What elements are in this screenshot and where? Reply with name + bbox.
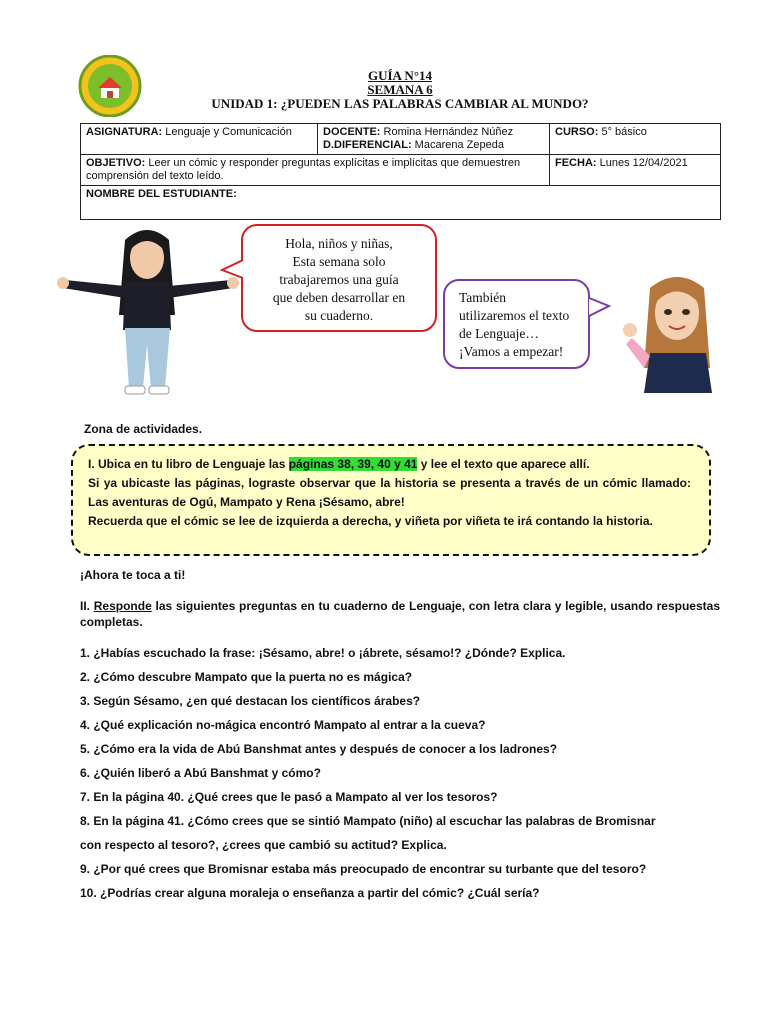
speech-bubble-left [241,224,437,332]
question-item: 1. ¿Habías escuchado la frase: ¡Sésamo, abre! o ¡ábrete, sésamo!? ¿Dónde? Explica. [80,646,566,660]
bubble-right-line: ¡Vamos a empezar! [459,344,564,359]
course-cell [550,124,721,155]
bubble-left-line: que deben desarrollar en [272,290,406,305]
guide-number: GUÍA N°14 [367,68,433,83]
activity-line-1 [88,455,691,474]
bubble-right-line: utilizaremos el texto [459,308,570,323]
activity-box [71,444,711,556]
your-turn-text: ¡Ahora te toca a ti! [80,568,186,582]
teacher-avatar-left [55,220,240,400]
date-cell [550,155,721,186]
diff-label: D.DIFERENCIAL: [323,139,412,151]
student-name-cell[interactable] [81,186,721,220]
subject-value: Lenguaje y Comunicación [165,126,292,138]
question-item: 10. ¿Podrías crear alguna moraleja o enseñanza a partir del cómic? ¿Cuál sería? [80,886,540,900]
bubble-right-line: de Lenguaje… [459,326,539,341]
pages-highlight: páginas 38, 39, 40 y 41 [288,457,418,471]
speech-bubble-right [443,279,590,369]
activity-text: y lee el texto que aparece allí. [417,457,590,471]
subject-label: ASIGNATURA: [86,126,163,138]
week-number: SEMANA 6 [367,82,433,97]
question-item: 3. Según Sésamo, ¿en qué destacan los científicos árabes? [80,694,421,708]
bubble-left-line: Esta semana solo [292,254,386,269]
question-item: 5. ¿Cómo era la vida de Abú Banshmat antes y después de conocer a los ladrones? [80,742,558,756]
diff-value: Macarena Zepeda [414,139,504,151]
question-item: 4. ¿Qué explicación no-mágica encontró Mampato al entrar a la cueva? [80,718,486,732]
objective-label: OBJETIVO: [86,157,146,169]
activity-line-3: Recuerda que el cómic se lee de izquierda a derecha, y viñeta por viñeta te irá contando la historia. [88,514,653,528]
bubble-left-line: Hola, niños y niñas, [285,236,393,251]
instruction-verb: Responde [93,599,152,613]
instruction-rest: las siguientes preguntas en tu cuaderno de Lenguaje, con letra clara y legible, usando respuestas completas. [80,599,720,629]
date-value: Lunes 12/04/2021 [599,157,688,169]
question-item: 6. ¿Quién liberó a Abú Banshmat y cómo? [80,766,321,780]
bubble-right-tail [587,296,611,318]
date-label: FECHA: [555,157,597,169]
school-logo [78,55,142,117]
instruction-text [80,598,720,630]
bubble-right-line: También [459,290,507,305]
instruction-number: II. [80,599,94,613]
teacher-label: DOCENTE: [323,126,381,138]
activity-text: I. Ubica en tu libro de Lenguaje las [88,457,289,471]
course-label: CURSO: [555,126,599,138]
question-item: 9. ¿Por qué crees que Bromisnar estaba más preocupado de encontrar su turbante que del tesoro? [80,862,647,876]
info-table [80,123,721,220]
student-name-label: NOMBRE DEL ESTUDIANTE: [86,188,237,200]
bubble-left-tail [220,258,246,280]
question-item-continued: con respecto al tesoro?, ¿crees que cambió su actitud? Explica. [80,838,447,852]
question-item: 2. ¿Cómo descubre Mampato que la puerta no es mágica? [80,670,413,684]
bubble-left-line: trabajaremos una guía [279,272,399,287]
teacher-cell [318,124,550,155]
zone-title: Zona de actividades. [84,422,203,436]
unit-title: UNIDAD 1: ¿PUEDEN LAS PALABRAS CAMBIAR AL MUNDO? [211,96,589,111]
objective-value: Leer un cómic y responder preguntas explícitas e implícitas que demuestren comprensión del texto leído. [86,157,521,182]
activity-line-2: Si ya ubicaste las páginas, lograste observar que la historia se presenta a través de un cómic llamado: Las aventuras de Ogú, Mampato y Rena ¡Sésamo, abre! [88,476,691,509]
teacher-avatar-right [622,268,722,393]
course-value: 5° básico [601,126,647,138]
question-item: 7. En la página 40. ¿Qué crees que le pasó a Mampato al ver los tesoros? [80,790,498,804]
teacher-value: Romina Hernández Núñez [383,126,514,138]
objective-cell [81,155,550,186]
bubble-left-line: su cuaderno. [304,308,374,323]
subject-cell [81,124,318,155]
question-item: 8. En la página 41. ¿Cómo crees que se sintió Mampato (niño) al escuchar las palabras de Bromisnar [80,814,656,828]
